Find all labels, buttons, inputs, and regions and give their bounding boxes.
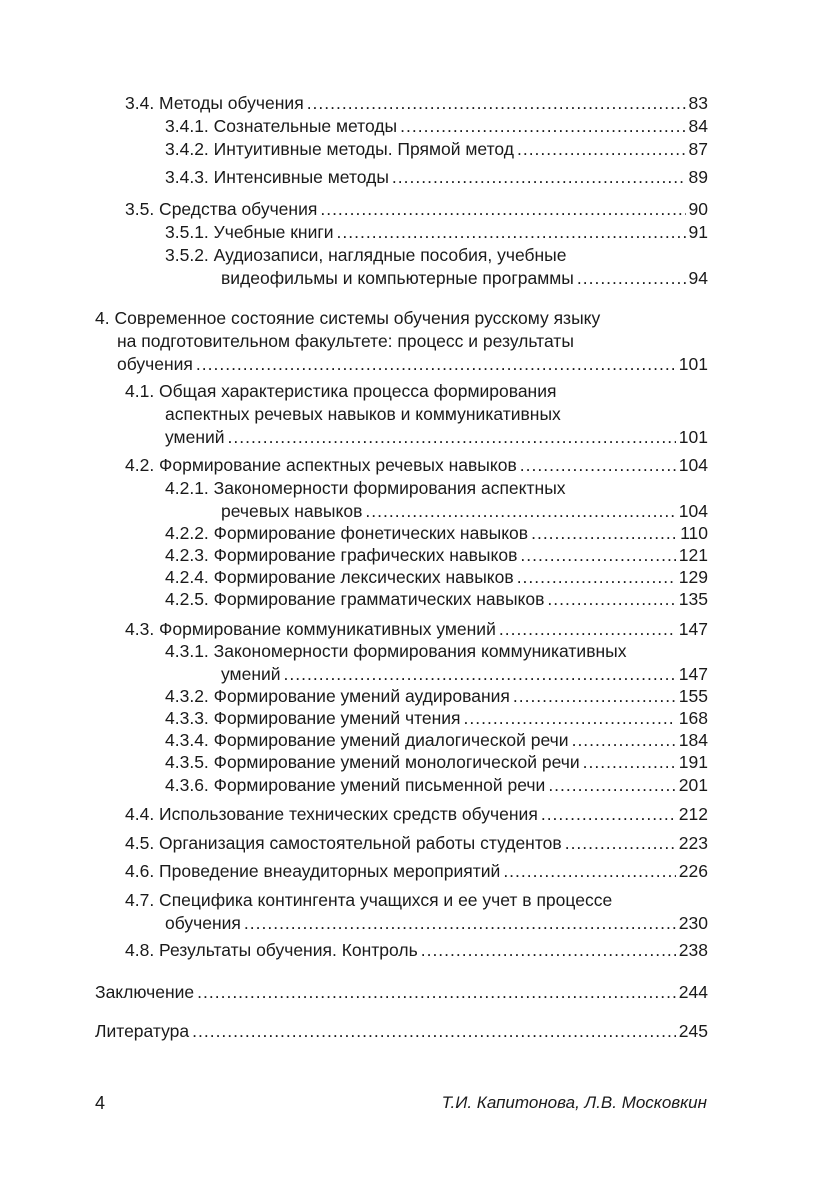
toc-page-number: 168 bbox=[678, 708, 708, 728]
toc-page-number: 212 bbox=[678, 804, 708, 824]
dot-leader bbox=[421, 939, 676, 961]
dot-leader bbox=[464, 707, 676, 729]
dot-leader bbox=[547, 588, 675, 610]
toc-page-number: 147 bbox=[678, 664, 708, 684]
dot-leader bbox=[499, 618, 676, 640]
toc-page-number: 238 bbox=[678, 940, 708, 960]
dot-leader bbox=[192, 1020, 676, 1042]
toc-entry-title: 4.1. Общая характеристика процесса формирования bbox=[125, 381, 557, 401]
toc-page-number: 191 bbox=[678, 752, 708, 772]
dot-leader bbox=[565, 832, 676, 854]
dot-leader bbox=[513, 685, 676, 707]
toc-entry-title: 3.5.2. Аудиозаписи, наглядные пособия, учебные bbox=[165, 245, 567, 265]
toc-entry-title: умений bbox=[165, 427, 225, 447]
dot-leader bbox=[392, 166, 686, 188]
toc-entry-title: Литература bbox=[95, 1021, 190, 1041]
toc-entry-title: 4.2.3. Формирование графических навыков bbox=[165, 545, 518, 565]
toc-entry-title: 4. Современное состояние системы обучения русскому языку bbox=[95, 308, 601, 328]
toc-page-number: 91 bbox=[688, 222, 708, 242]
running-footer-authors: Т.И. Капитонова, Л.В. Московкин bbox=[441, 1093, 707, 1112]
dot-leader bbox=[284, 663, 676, 685]
toc-entry-title: 4.5. Организация самостоятельной работы студентов bbox=[125, 833, 562, 853]
toc-page-number: 90 bbox=[688, 199, 708, 219]
toc-entry-title: 4.4. Использование технических средств обучения bbox=[125, 804, 538, 824]
toc-page-number: 104 bbox=[678, 455, 708, 475]
toc-entry-title: 4.6. Проведение внеаудиторных мероприятий bbox=[125, 861, 501, 881]
toc-entry-title: 4.2.2. Формирование фонетических навыков bbox=[165, 523, 529, 543]
toc-page-number: 104 bbox=[678, 501, 708, 521]
toc-entry-title: 4.7. Специфика контингента учащихся и ее учет в процессе bbox=[125, 890, 613, 910]
toc-page-number: 84 bbox=[688, 116, 708, 136]
toc-entry-title: 3.4.3. Интенсивные методы bbox=[165, 167, 389, 187]
toc-page-number: 89 bbox=[688, 167, 708, 187]
dot-leader bbox=[337, 221, 686, 243]
dot-leader bbox=[228, 426, 676, 448]
dot-leader bbox=[541, 803, 676, 825]
toc-entry-title: 4.3. Формирование коммуникативных умений bbox=[125, 619, 496, 639]
toc-page-number: 94 bbox=[688, 268, 708, 288]
toc-entry-title: 3.4.1. Сознательные методы bbox=[165, 116, 398, 136]
toc-entry-title: 3.4. Методы обучения bbox=[125, 93, 304, 113]
toc-page-number: 110 bbox=[680, 523, 708, 543]
dot-leader bbox=[517, 138, 686, 160]
dot-leader bbox=[196, 353, 676, 375]
toc-entry-title: 4.3.6. Формирование умений письменной речи bbox=[165, 775, 546, 795]
toc-page-number: 135 bbox=[678, 589, 708, 609]
toc-entry-title: 4.3.3. Формирование умений чтения bbox=[165, 708, 461, 728]
toc-page-number: 87 bbox=[688, 139, 708, 159]
toc-page-number: 223 bbox=[678, 833, 708, 853]
dot-leader bbox=[583, 751, 676, 773]
toc-entry-title: 4.3.4. Формирование умений диалогической речи bbox=[165, 730, 569, 750]
toc-page-number: 101 bbox=[678, 427, 708, 447]
toc-entry-title: обучения bbox=[165, 913, 241, 933]
dot-leader bbox=[400, 115, 685, 137]
toc-page-number: 101 bbox=[678, 354, 708, 374]
toc-entry-title: на подготовительном факультете: процесс и результаты bbox=[117, 331, 574, 351]
toc-entry-title: аспектных речевых навыков и коммуникативных bbox=[165, 404, 561, 424]
dot-leader bbox=[577, 267, 686, 289]
dot-leader bbox=[520, 454, 676, 476]
toc-page-number: 129 bbox=[678, 567, 708, 587]
toc-page-number: 147 bbox=[678, 619, 708, 639]
dot-leader bbox=[197, 981, 676, 1003]
toc-page-number: 244 bbox=[678, 982, 708, 1002]
toc-entry-title: 4.2.4. Формирование лексических навыков bbox=[165, 567, 514, 587]
toc-entry-title: видеофильмы и компьютерные программы bbox=[221, 268, 574, 288]
dot-leader bbox=[365, 500, 675, 522]
dot-leader bbox=[548, 774, 675, 796]
toc-entry-title: 4.2.5. Формирование грамматических навыков bbox=[165, 589, 545, 609]
toc-entry-title: 4.3.2. Формирование умений аудирования bbox=[165, 686, 510, 706]
dot-leader bbox=[572, 729, 676, 751]
dot-leader bbox=[520, 544, 675, 566]
toc-entry-title: 4.3.1. Закономерности формирования коммуникативных bbox=[165, 641, 627, 661]
toc-page-number: 226 bbox=[678, 861, 708, 881]
toc-entry-title: 4.2. Формирование аспектных речевых навыков bbox=[125, 455, 517, 475]
toc-page-number: 184 bbox=[678, 730, 708, 750]
dot-leader bbox=[320, 198, 685, 220]
dot-leader bbox=[503, 860, 675, 882]
toc-entry-title: 4.8. Результаты обучения. Контроль bbox=[125, 940, 418, 960]
toc-entry-title: Заключение bbox=[95, 982, 195, 1002]
toc-page-number: 201 bbox=[678, 775, 708, 795]
dot-leader bbox=[531, 522, 677, 544]
dot-leader bbox=[244, 912, 676, 934]
toc-entry-title: обучения bbox=[117, 354, 193, 374]
toc-entry-title: речевых навыков bbox=[221, 501, 363, 521]
toc-entry-title: 3.5.1. Учебные книги bbox=[165, 222, 334, 242]
toc-page-number: 83 bbox=[688, 93, 708, 113]
page-number: 4 bbox=[95, 1093, 106, 1113]
toc-page-number: 155 bbox=[678, 686, 708, 706]
toc-entry-title: 3.4.2. Интуитивные методы. Прямой метод bbox=[165, 139, 514, 159]
dot-leader bbox=[517, 566, 676, 588]
toc-page-number: 230 bbox=[678, 913, 708, 933]
toc-entry-title: 4.3.5. Формирование умений монологической речи bbox=[165, 752, 580, 772]
dot-leader bbox=[307, 92, 686, 114]
toc-page-number: 245 bbox=[678, 1021, 708, 1041]
toc-entry-title: умений bbox=[221, 664, 281, 684]
toc-page-number: 121 bbox=[678, 545, 708, 565]
toc-entry-title: 3.5. Средства обучения bbox=[125, 199, 318, 219]
toc-entry-title: 4.2.1. Закономерности формирования аспектных bbox=[165, 478, 566, 498]
